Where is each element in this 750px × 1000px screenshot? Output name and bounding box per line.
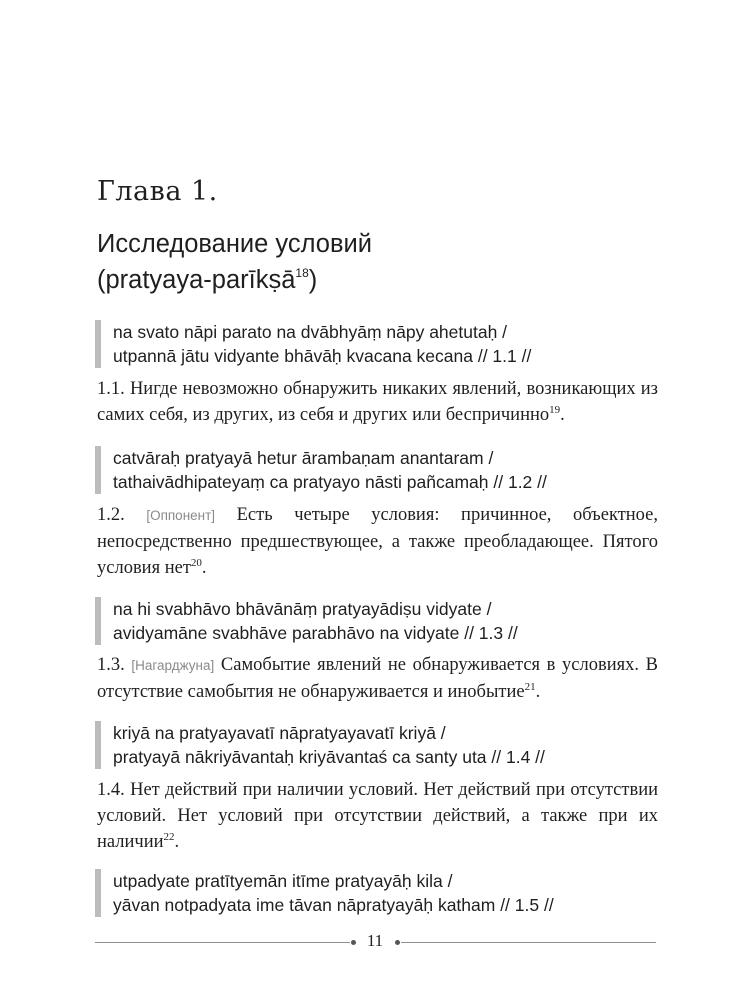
verse-1-5 xyxy=(95,869,673,917)
verse-line: pratyayā nākriyāvantaḥ kriyāvantaś ca santy uta // 1.4 // xyxy=(113,747,545,767)
translation-1-1 xyxy=(97,376,658,428)
verse-line: catvāraḥ pratyayā hetur ārambaṇam anantaram / xyxy=(113,448,494,468)
footnote-ref-20: 20 xyxy=(190,557,202,569)
footnote-ref-21: 21 xyxy=(524,681,536,693)
verse-line: utpadyate pratītyemān itīme pratyayāḥ kila / xyxy=(113,871,453,891)
verse-line: kriyā na pratyayavatī nāpratyayavatī kriyā / xyxy=(113,723,446,743)
speaker-label: [Оппонент] xyxy=(146,508,216,523)
translation-1-3 xyxy=(97,652,658,705)
footnote-ref-22: 22 xyxy=(163,831,175,843)
chapter-title-sanskrit: (pratyaya-parīkṣā xyxy=(97,266,296,294)
page-number: 11 xyxy=(366,931,384,950)
footnote-ref-19: 19 xyxy=(549,404,561,416)
sentence-end: . xyxy=(535,682,541,702)
chapter-title-line2 xyxy=(97,262,657,298)
verse-number: 1.2. xyxy=(97,505,125,525)
verse-line: na svato nāpi parato na dvābhyāṃ nāpy ahetutaḥ / xyxy=(113,322,508,342)
footer-dot-right xyxy=(395,940,400,945)
verse-1-2 xyxy=(95,446,673,494)
speaker-label: [Нагарджуна] xyxy=(131,658,215,673)
footer-rule-left xyxy=(95,942,350,943)
translation-text: Самобытие явлений не обнаруживается в условиях. В отсутствие самобытия не обнаруживается и инобытие xyxy=(97,655,658,702)
sentence-end: . xyxy=(174,832,180,852)
translation-1-2 xyxy=(97,502,658,581)
verse-line: na hi svabhāvo bhāvānāṃ pratyayādiṣu vidyate / xyxy=(113,599,492,619)
translation-1-4 xyxy=(97,777,658,855)
verse-line: utpannā jātu vidyante bhāvāḥ kvacana kecana // 1.1 // xyxy=(113,346,532,366)
sentence-end: . xyxy=(201,558,207,578)
translation-text: Нет действий при наличии условий. Нет действий при отсутствии условий. Нет условий при отсутствии действий, а также при их наличии xyxy=(97,780,659,852)
verse-line: avidyamāne svabhāve parabhāvo na vidyate // 1.3 // xyxy=(113,623,518,643)
chapter-title-line1: Исследование условий xyxy=(97,230,373,258)
verse-number: 1.1. xyxy=(97,379,125,399)
translation-text: Есть четыре условия: причинное, объектное, непосредственно предшествующее, а также преобладающее. Пятого условия нет xyxy=(97,505,658,578)
verse-1-1 xyxy=(95,320,673,368)
verse-1-4 xyxy=(95,721,673,769)
verse-number: 1.3. xyxy=(97,655,125,675)
verse-1-3 xyxy=(95,597,673,645)
translation-text: Нигде невозможно обнаружить никаких явлений, возникающих из самих себя, из других, из себя и других или беспричинно xyxy=(97,379,658,425)
verse-line: tathaivādhipateyaṃ ca pratyayo nāsti pañcamaḥ // 1.2 // xyxy=(113,472,547,492)
verse-number: 1.4. xyxy=(97,780,125,800)
chapter-title-close: ) xyxy=(308,266,318,294)
footnote-ref-18: 18 xyxy=(295,266,309,280)
chapter-heading: Глава 1. xyxy=(97,176,218,207)
sentence-end: . xyxy=(560,405,565,425)
chapter-title xyxy=(97,226,657,298)
verse-line: yāvan notpadyata ime tāvan nāpratyayāḥ katham // 1.5 // xyxy=(113,895,554,915)
footer-rule-right xyxy=(401,942,656,943)
